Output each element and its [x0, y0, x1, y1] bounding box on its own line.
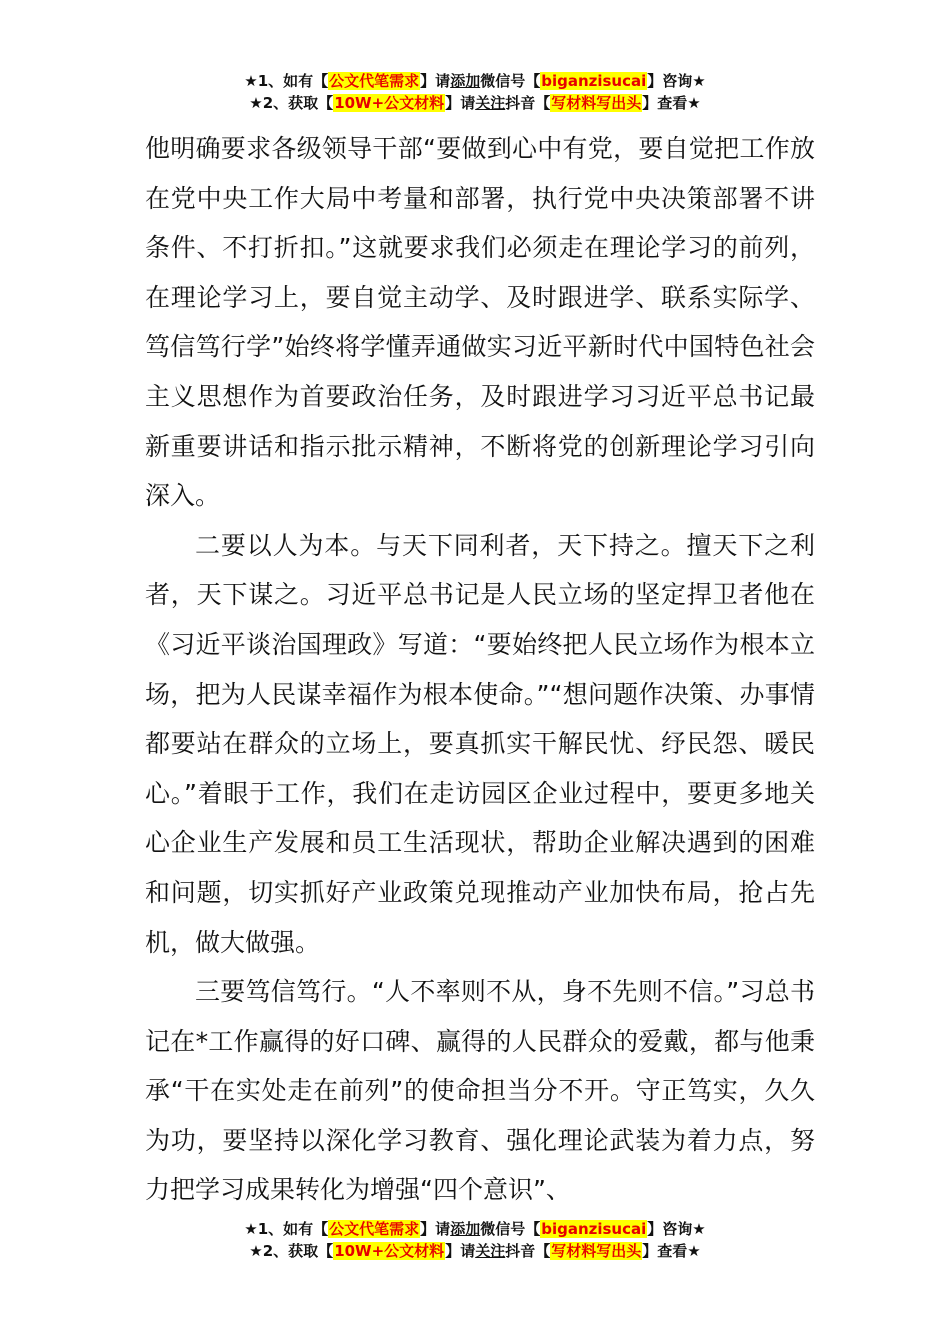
banner-text: ★1、如有【 [244, 1220, 329, 1238]
banner-text: 抖音【 [505, 94, 551, 112]
banner-line-2 [0, 92, 950, 114]
banner-highlight: 写材料写出头 [551, 94, 642, 112]
banner-text: 】咨询★ [647, 72, 706, 90]
banner-text: 】查看★ [642, 1242, 701, 1260]
banner-highlight: biganzisucai [541, 1220, 647, 1238]
banner-underline: 关注 [475, 1242, 506, 1260]
document-body [145, 124, 815, 1215]
banner-underline: 添加 [450, 1220, 481, 1238]
body-paragraph: 二要以人为本。与天下同利者，天下持之。擅天下之利者，天下谋之。习近平总书记是人民立场的坚定捍卫者他在《习近平谈治国理政》写道：“要始终把人民立场作为根本立场，把为人民谋幸福作为根本使命。”“想问题作决策、办事情都要站在群众的立场上，要真抓实干解民忧、纾民怨、暖民心。”着眼于工作，我们在走访园区企业过程中，要更多地关心企业生产发展和员工生活现状，帮助企业解决遇到的困难和问题，切实抓好产业政策兑现推动产业加快布局，抢占先机，做大做强。 [145, 530, 815, 957]
banner-underline: 关注 [475, 94, 506, 112]
banner-text: 】请 [420, 72, 451, 90]
body-paragraph: 三要笃信笃行。“人不率则不从，身不先则不信。”习总书记在*工作赢得的好口碑、赢得的人民群众的爱戴，都与他秉承“干在实处走在前列”的使命担当分不开。守正笃实，久久为功，要坚持以深化学习教育、强化理论武装为着力点，努力把学习成果转化为增强“四个意识”、 [145, 977, 815, 1205]
banner-text: ★2、获取【 [249, 94, 334, 112]
banner-text: 】咨询★ [647, 1220, 706, 1238]
banner-underline: 添加 [450, 72, 481, 90]
banner-text: ★2、获取【 [249, 1242, 334, 1260]
banner-highlight: 公文代笔需求 [329, 1220, 420, 1238]
banner-highlight: 公文代笔需求 [329, 72, 420, 90]
banner-text: 微信号【 [480, 1220, 541, 1238]
banner-text: 】查看★ [642, 94, 701, 112]
banner-line-1 [0, 1218, 950, 1240]
banner-text: 】请 [445, 94, 476, 112]
banner-highlight: 10W+公文材料 [334, 1242, 445, 1260]
banner-text: 微信号【 [480, 72, 541, 90]
banner-text: 抖音【 [505, 1242, 551, 1260]
banner-text: ★1、如有【 [244, 72, 329, 90]
banner-highlight: 10W+公文材料 [334, 94, 445, 112]
banner-highlight: biganzisucai [541, 72, 647, 90]
banner-line-1 [0, 70, 950, 92]
body-paragraph: 他明确要求各级领导干部“要做到心中有党，要自觉把工作放在党中央工作大局中考量和部署，执行党中央决策部署不讲条件、不打折扣。”这就要求我们必须走在理论学习的前列，在理论学习上，要自觉主动学、及时跟进学、联系实际学、笃信笃行学”始终将学懂弄通做实习近平新时代中国特色社会主义思想作为首要政治任务，及时跟进学习习近平总书记最新重要讲话和指示批示精神，不断将党的创新理论学习引向深入。 [145, 134, 815, 511]
banner-line-2 [0, 1240, 950, 1262]
header-banner [0, 70, 950, 114]
banner-highlight: 写材料写出头 [551, 1242, 642, 1260]
footer-banner [0, 1218, 950, 1262]
banner-text: 】请 [420, 1220, 451, 1238]
banner-text: 】请 [445, 1242, 476, 1260]
